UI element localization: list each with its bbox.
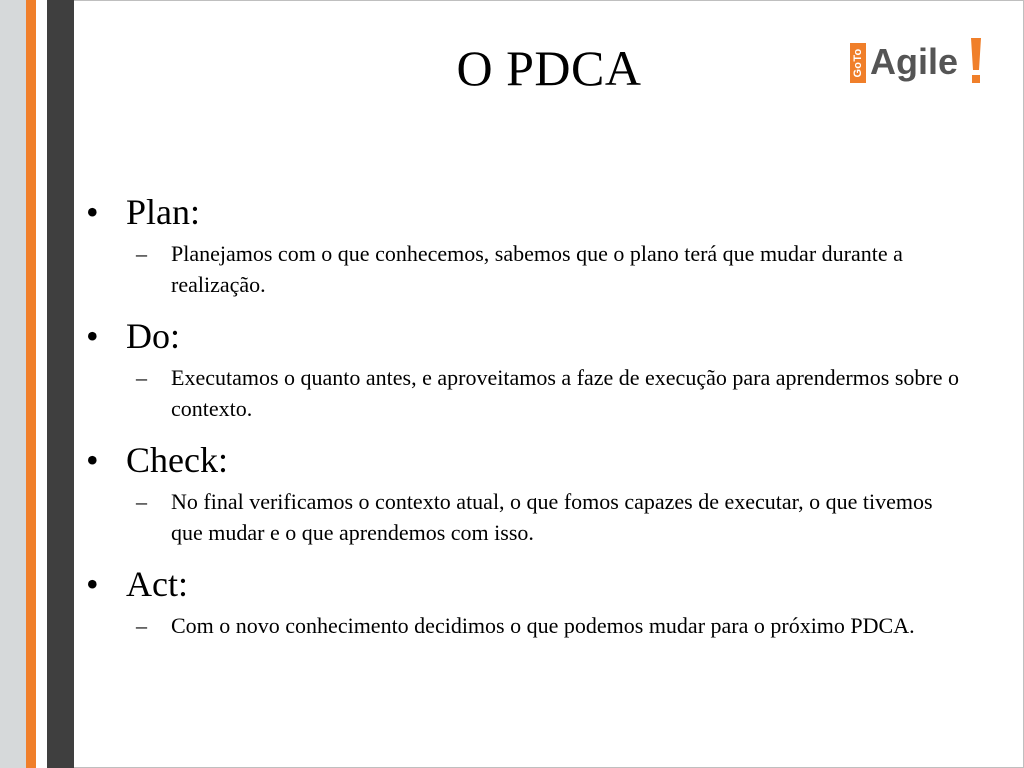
bullet-marker: • — [86, 316, 99, 356]
bullet-marker: • — [86, 440, 99, 480]
decorative-stripe-orange — [26, 0, 36, 768]
bullet-marker: • — [86, 564, 99, 604]
decorative-stripe-dark — [47, 0, 74, 768]
sub-bullet-marker: – — [136, 365, 147, 390]
sub-bullet-text: No final verificamos o contexto atual, o que fomos capazes de executar, o que tivemos que mudar e o que aprendemos com isso. — [171, 489, 933, 545]
exclamation-icon — [970, 36, 982, 88]
sub-bullet-plan — [86, 238, 966, 300]
logo-goto-badge — [850, 43, 866, 83]
bullet-check — [86, 438, 966, 482]
sub-bullet-marker: – — [136, 613, 147, 638]
sub-bullet-text: Executamos o quanto antes, e aproveitamos a faze de execução para aprendermos sobre o contexto. — [171, 365, 959, 421]
bullet-heading: Act: — [126, 564, 188, 604]
bullet-marker: • — [86, 192, 99, 232]
sub-bullet-act — [86, 610, 966, 641]
sub-bullet-marker: – — [136, 241, 147, 266]
bullet-heading: Check: — [126, 440, 228, 480]
bullet-plan — [86, 190, 966, 234]
logo-goto-text: GoTo — [852, 48, 864, 78]
sub-bullet-check — [86, 486, 966, 548]
bullet-heading: Do: — [126, 316, 180, 356]
bullet-heading: Plan: — [126, 192, 201, 232]
logo-agile-text: Agile — [870, 41, 959, 82]
bullet-list — [86, 190, 966, 641]
gotoagile-logo — [850, 36, 990, 88]
bullet-do — [86, 314, 966, 358]
sub-bullet-text: Planejamos com o que conhecemos, sabemos que o plano terá que mudar durante a realização. — [171, 241, 903, 297]
bullet-act — [86, 562, 966, 606]
sub-bullet-marker: – — [136, 489, 147, 514]
sub-bullet-text: Com o novo conhecimento decidimos o que podemos mudar para o próximo PDCA. — [171, 613, 915, 638]
sub-bullet-do — [86, 362, 966, 424]
decorative-stripe-gray — [0, 0, 26, 768]
decorative-stripe-white — [36, 0, 47, 768]
slide-title: O PDCA — [456, 40, 642, 96]
